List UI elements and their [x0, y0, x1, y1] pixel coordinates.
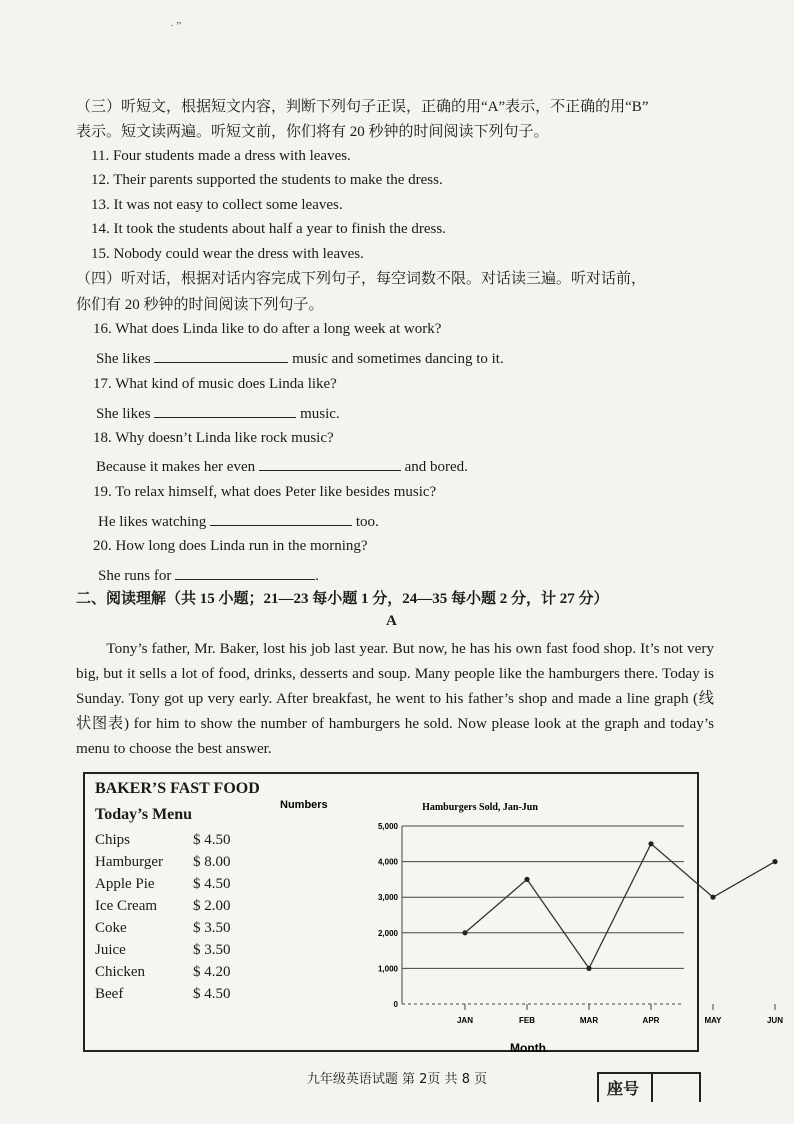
answer-19-suffix: too.: [355, 514, 379, 530]
part4-instruction-line2: 你们有 20 秒钟的时间阅读下列句子。: [76, 297, 324, 313]
chart-xtick-label: JUN: [766, 1016, 784, 1025]
answer-16-prefix: She likes: [96, 351, 151, 367]
seat-number-box: [597, 1072, 701, 1102]
question-17: 17. What kind of music does Linda like?: [93, 376, 337, 392]
menu-item-name: Ice Cream: [95, 898, 158, 914]
question-20: 20. How long does Linda run in the morning?: [93, 538, 368, 554]
menu-subtitle: Today’s Menu: [95, 806, 193, 823]
answer-16-line: [96, 348, 504, 368]
chart-ytick-label: 1,000: [377, 964, 398, 974]
answer-19-blank[interactable]: [210, 511, 352, 526]
reading-section-heading: 二、阅读理解（共 15 小题；21—23 每小题 1 分，24—35 每小题 2 分，计 27 分）: [76, 591, 609, 607]
answer-18-suffix: and bored.: [404, 459, 468, 475]
chart-xtick-label: FEB: [519, 1016, 535, 1025]
chart-xtick-label: APR: [642, 1016, 660, 1025]
hamburgers-line-chart: [280, 792, 784, 1055]
seat-divider: [651, 1074, 653, 1102]
menu-item-name: Juice: [95, 942, 126, 958]
part4-instruction-line1: （四）听对话，根据对话内容完成下列句子，每空词数不限。对话读三遍。听对话前，: [76, 271, 647, 287]
question-12: 12. Their parents supported the students to make the dress.: [91, 172, 443, 188]
question-19: 19. To relax himself, what does Peter like besides music?: [93, 484, 437, 500]
question-13: 13. It was not easy to collect some leaves.: [91, 197, 343, 213]
answer-17-prefix: She likes: [96, 406, 151, 422]
chart-series-line: [465, 844, 775, 969]
part3-instruction-line1: （三）听短文，根据短文内容，判断下列句子正误，正确的用“A”表示，不正确的用“B”: [76, 99, 649, 115]
menu-item-name: Coke: [95, 920, 127, 936]
menu-chart-figure: [83, 772, 784, 1055]
chart-data-point: [648, 841, 653, 846]
chart-ytick-label: 3,000: [377, 893, 398, 903]
part3-instruction-line2: 表示。短文读两遍。听短文前，你们将有 20 秒钟的时间阅读下列句子。: [76, 124, 549, 140]
passage-label: A: [386, 613, 397, 629]
chart-data-point: [772, 859, 777, 864]
menu-item-price: $ 4.50: [193, 986, 231, 1002]
answer-17-blank[interactable]: [154, 403, 296, 418]
menu-item-name: Chips: [95, 832, 131, 848]
menu-item-price: $ 8.00: [193, 854, 231, 870]
menu-item-price: $ 4.50: [193, 876, 231, 892]
menu-item-name: Apple Pie: [95, 876, 155, 892]
answer-18-line: [96, 456, 468, 476]
chart-xtick-label: MAY: [704, 1016, 722, 1025]
passage-text-block: [76, 636, 714, 761]
answer-20-blank[interactable]: [175, 565, 315, 580]
answer-20-suffix: .: [315, 568, 319, 584]
question-18: 18. Why doesn’t Linda like rock music?: [93, 430, 334, 446]
chart-data-point: [524, 877, 529, 882]
chart-ytick-label: 0: [393, 1000, 398, 1009]
chart-ytick-label: 2,000: [377, 928, 398, 938]
question-15: 15. Nobody could wear the dress with leaves.: [91, 246, 364, 262]
question-16: 16. What does Linda like to do after a long week at work?: [93, 321, 442, 337]
page-footer: 九年级英语试题 第 2页 共 8 页: [306, 1072, 488, 1087]
menu-item-price: $ 2.00: [193, 898, 231, 914]
chart-xtick-label: JAN: [456, 1016, 474, 1025]
menu-item-price: $ 3.50: [193, 942, 231, 958]
answer-17-line: [96, 403, 340, 423]
chart-data-point: [586, 966, 591, 971]
answer-19-prefix: He likes watching: [98, 514, 207, 530]
passage-paragraph: Tony’s father, Mr. Baker, lost his job last year. But now, he has his own fast food shop. It’s not very big, but it sells a lot of food, drinks, desserts and soup. Many people like the hamburgers there. Today is Sunday. Tony got up very early. After breakfast, he went to his father’s shop and made a line graph (线状图表) for him to show the number of hamburgers he sold. Now please look at the graph and today’s menu to choose the best answer.: [76, 640, 714, 757]
answer-18-blank[interactable]: [259, 456, 401, 471]
chart-ytick-label: 4,000: [377, 857, 398, 867]
question-11: 11. Four students made a dress with leaves.: [91, 148, 351, 164]
answer-19-line: [98, 511, 379, 531]
chart-title: Hamburgers Sold, Jan-Jun: [422, 802, 538, 813]
question-14: 14. It took the students about half a year to finish the dress.: [91, 221, 446, 237]
menu-item-price: $ 4.20: [193, 964, 231, 980]
header-marks: · ”: [170, 20, 182, 32]
menu-item-name: Hamburger: [95, 854, 164, 870]
menu-shop-name: BAKER’S FAST FOOD: [95, 780, 260, 797]
chart-data-point: [710, 895, 715, 900]
menu-item-price: $ 4.50: [193, 832, 231, 848]
answer-16-blank[interactable]: [154, 348, 288, 363]
chart-xlabel: Month: [510, 1041, 546, 1055]
chart-data-point: [462, 930, 467, 935]
answer-18-prefix: Because it makes her even: [96, 459, 256, 475]
answer-16-suffix: music and sometimes dancing to it.: [292, 351, 504, 367]
answer-20-prefix: She runs for: [98, 568, 172, 584]
answer-20-line: [98, 565, 319, 585]
answer-17-suffix: music.: [300, 406, 340, 422]
menu-item-price: $ 3.50: [193, 920, 231, 936]
seat-label: 座号: [607, 1079, 640, 1098]
chart-xtick-label: MAR: [579, 1016, 599, 1025]
chart-ylabel: Numbers: [280, 799, 328, 811]
menu-item-name: Chicken: [95, 964, 145, 980]
chart-ytick-label: 5,000: [377, 822, 398, 831]
menu-item-name: Beef: [95, 986, 124, 1002]
